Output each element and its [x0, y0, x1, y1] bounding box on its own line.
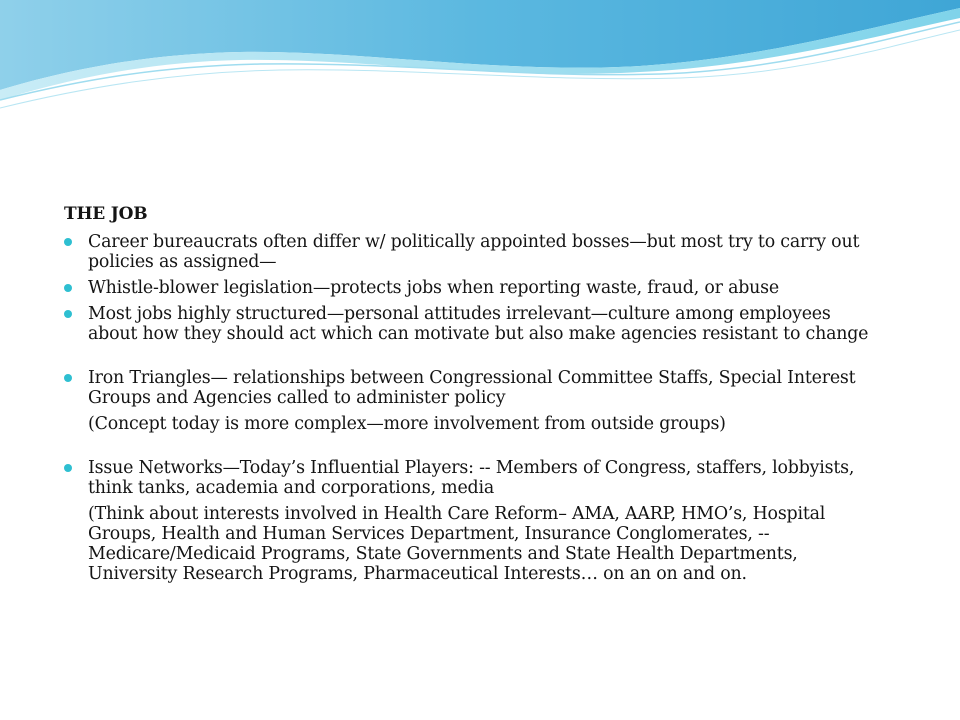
bullet-item	[64, 368, 884, 408]
header-wave-decoration	[0, 0, 960, 130]
bullet-text: Whistle-blower legislation—protects jobs when reporting waste, fraud, or abuse	[88, 278, 779, 298]
bullet-dot-icon	[64, 284, 72, 292]
bullet-dot-icon	[64, 374, 72, 382]
bullet-item	[64, 304, 884, 344]
continuation-text: (Concept today is more complex—more involvement from outside groups)	[88, 414, 726, 434]
bullet-text: Iron Triangles— relationships between Congressional Committee Staffs, Special Interest Groups and Agencies called to administer policy	[88, 368, 856, 408]
continuation-text: (Think about interests involved in Health Care Reform– AMA, AARP, HMO’s, Hospital Groups, Health and Human Services Department, Insurance Conglomerates, --Medicare/Medicaid Programs, State Governments and State Health Departments, University Research Programs, Pharmaceutical Interests… on an on and on.	[88, 504, 826, 584]
continuation-paragraph	[64, 504, 884, 584]
bullet-text: Career bureaucrats often differ w/ politically appointed bosses—but most try to carry out policies as assigned—	[88, 232, 860, 272]
slide-content	[64, 204, 884, 584]
bullet-dot-icon	[64, 238, 72, 246]
bullet-item	[64, 232, 884, 272]
bullet-item	[64, 278, 884, 298]
bullet-item	[64, 458, 884, 498]
slide-heading: THE JOB	[64, 204, 148, 224]
bullet-text: Issue Networks—Today’s Influential Players: -- Members of Congress, staffers, lobbyists, think tanks, academia and corporations, media	[88, 458, 855, 498]
bullet-text: Most jobs highly structured—personal attitudes irrelevant—culture among employees about how they should act which can motivate but also make agencies resistant to change	[88, 304, 869, 344]
continuation-paragraph	[64, 414, 884, 434]
bullet-dot-icon	[64, 464, 72, 472]
bullet-dot-icon	[64, 310, 72, 318]
